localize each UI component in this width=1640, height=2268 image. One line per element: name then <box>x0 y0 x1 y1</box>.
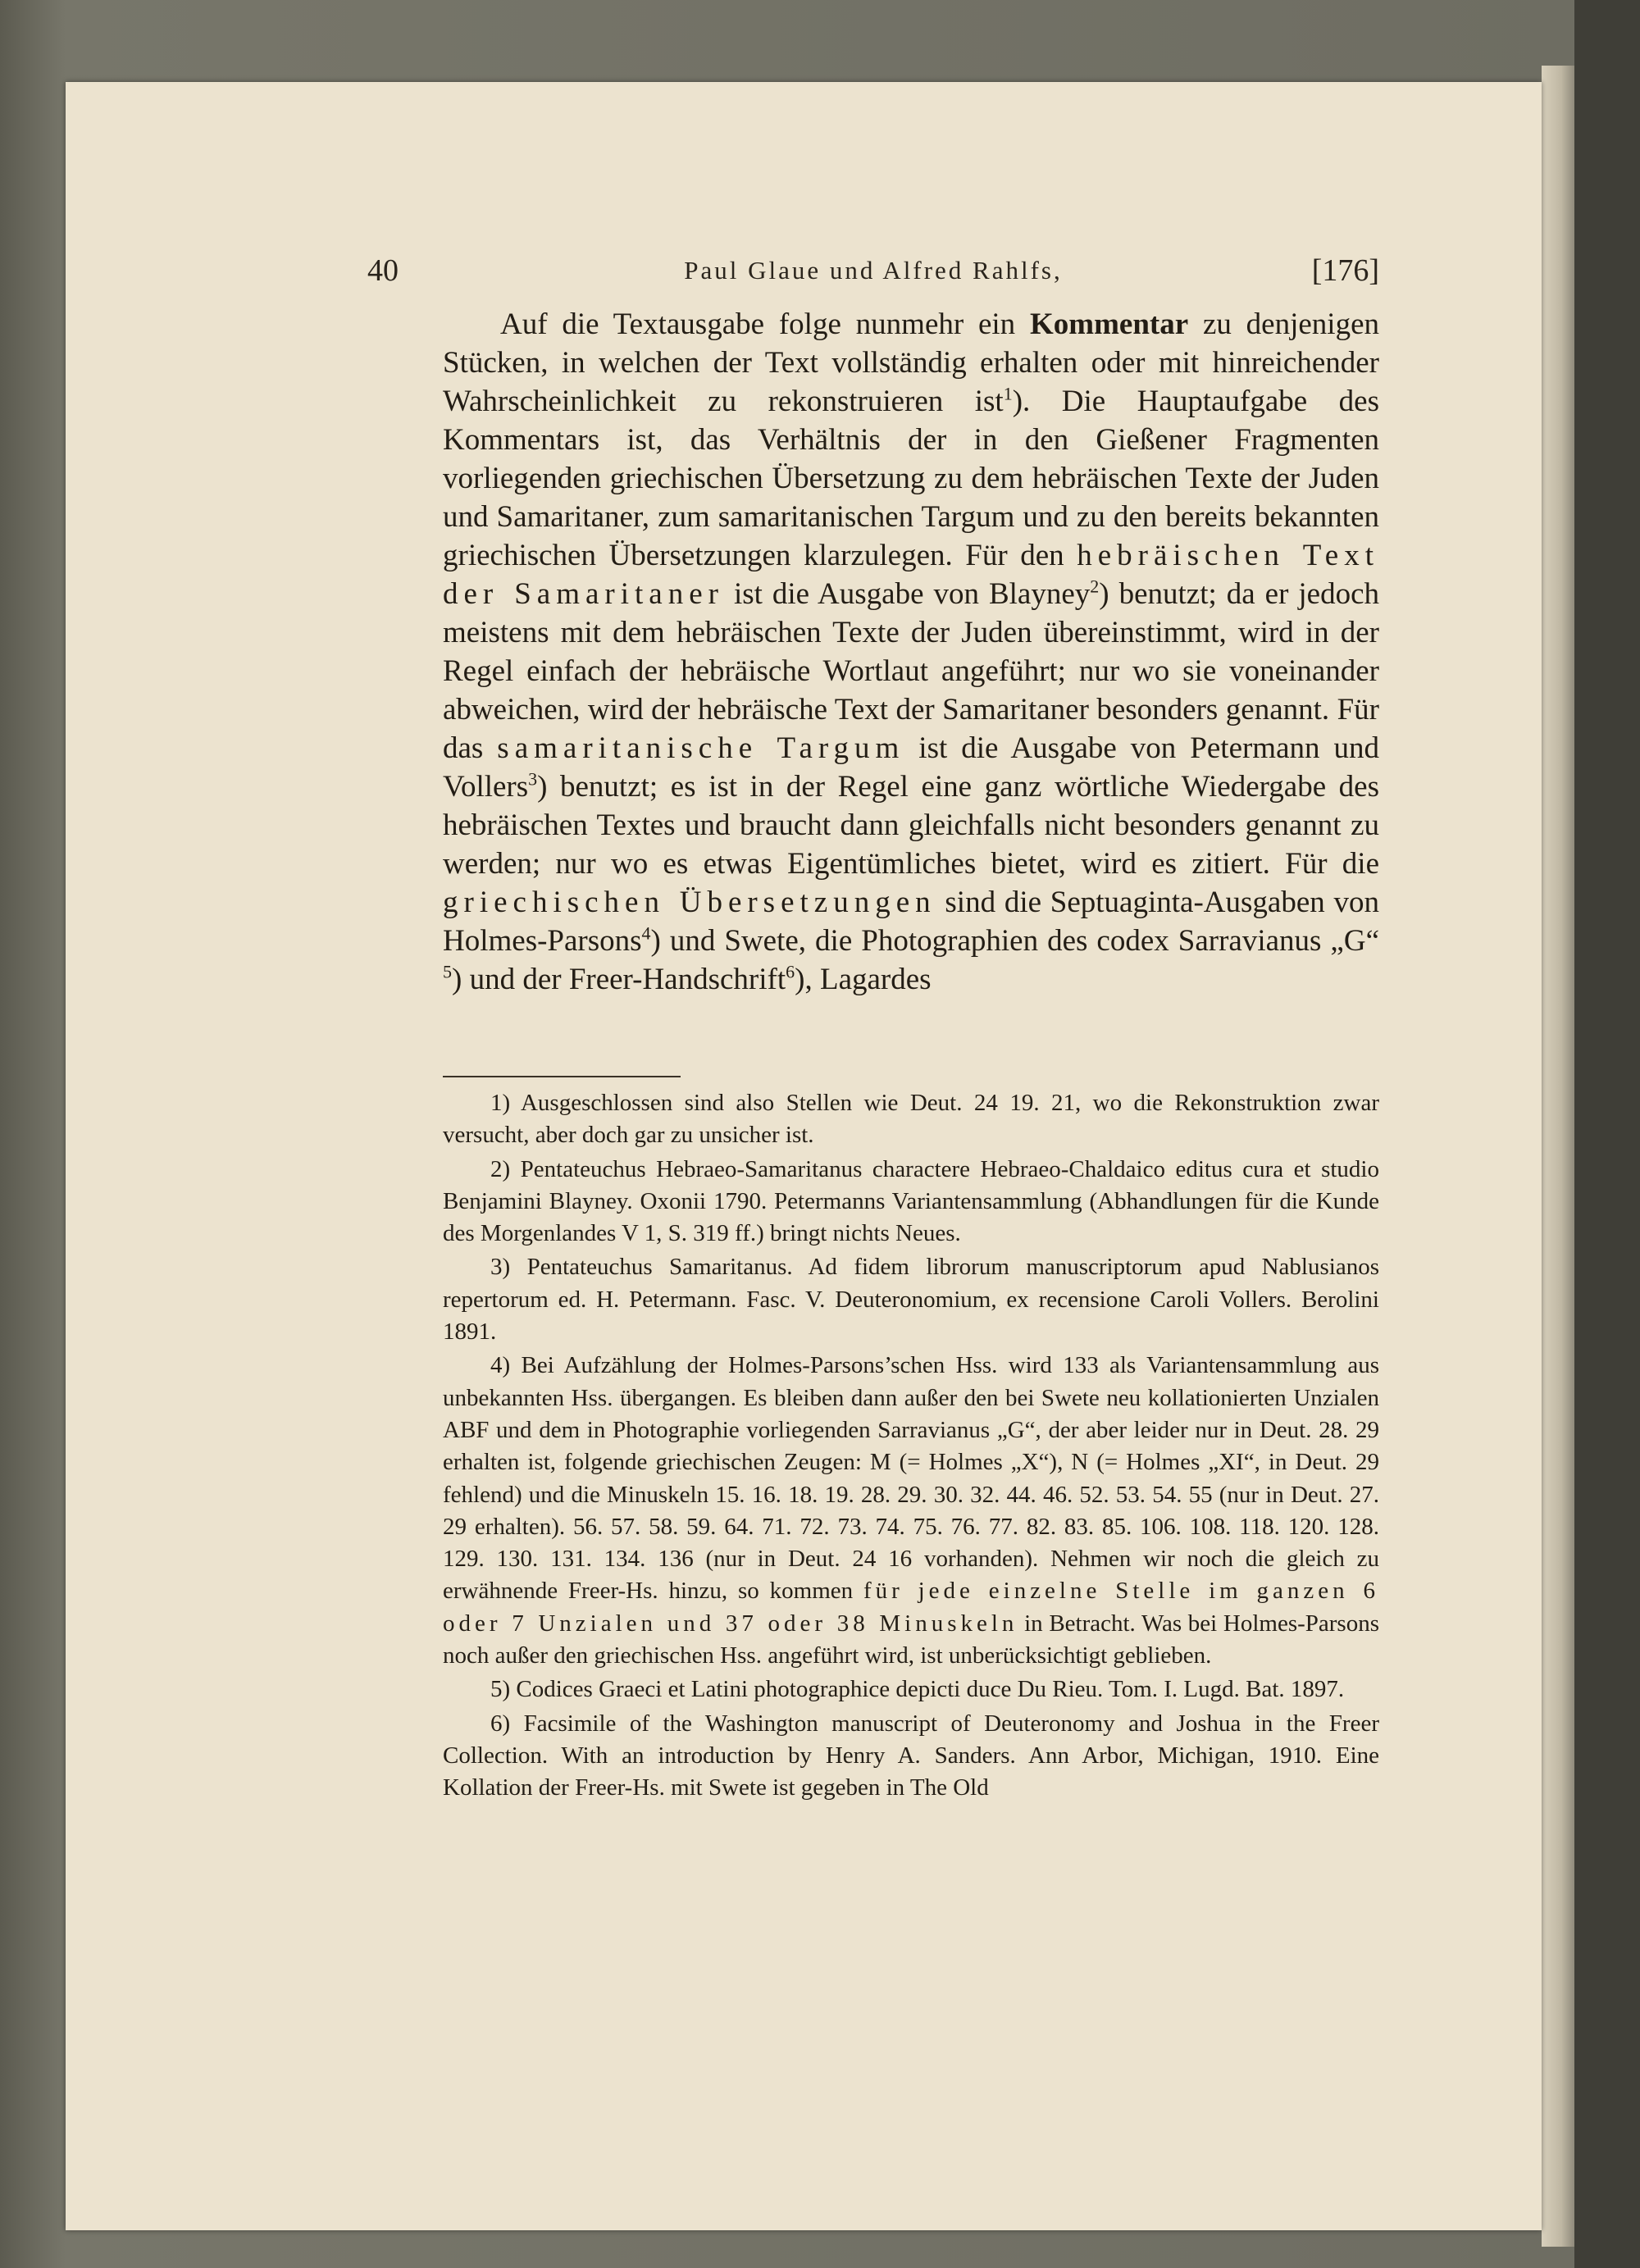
text-run: ) und Swete, die Photographien des codex Sarravianus „G“ <box>650 924 1379 958</box>
footnote-ref-3[interactable]: 3 <box>528 768 538 790</box>
footnote-4 <box>443 1350 1379 1672</box>
footnote-4-text-end: in Betracht. Was bei Holmes-Parsons noch außer den griechischen Hss. angeführt wird, ist unberücksichtigt geblieben. <box>443 1610 1379 1669</box>
footnote-6: 6) Facsimile of the Washington manuscript of Deuteronomy and Joshua in the Freer Collection. With an introduction by Henry A. Sanders. Ann Arbor, Michigan, 1910. Eine Kollation der Freer-Hs. mit Swete ist gegeben in The Old <box>443 1710 1379 1801</box>
spaced-emphasis: hebräischen Text der Samaritaner <box>443 539 1379 611</box>
footnote-3: 3) Pentateuchus Samaritanus. Ad fidem librorum manuscriptorum apud Nablusianos repertorum ed. H. Petermann. Fasc. V. Deuteronomium, ex recensione Caroli Vollers. Berolini 1891. <box>443 1254 1379 1346</box>
text-run: Auf die Textausgabe folge nunmehr ein <box>500 307 1030 341</box>
kommentar-bold: Kommentar <box>1029 307 1189 341</box>
text-run: ) benutzt; es ist in der Regel eine ganz wörtliche Wiedergabe des hebräischen Textes und braucht dann gleichfalls nicht besonders genannt zu werden; nur wo es etwas Eigentümliches bietet, wird es zitiert. Für die <box>443 770 1379 881</box>
footnote-ref-6[interactable]: 6 <box>786 961 795 982</box>
footnote-ref-1[interactable]: 1 <box>1003 383 1013 404</box>
footnote-5: 5) Codices Graeci et Latini photographice depicti duce Du Rieu. Tom. I. Lugd. Bat. 1897. <box>490 1676 1345 1703</box>
running-title: Paul Glaue und Alfred Rahlfs, <box>684 256 1063 285</box>
page-header <box>367 253 1379 294</box>
text-run: ), Lagardes <box>795 963 932 996</box>
footnotes <box>443 1087 1379 1806</box>
text-run: sind die Septuaginta-Ausgaben von Holmes-Parsons <box>443 886 1379 958</box>
page-edge <box>1542 66 1574 2247</box>
binding-strip <box>1574 0 1640 2268</box>
text-run: ist die Ausgabe von Blayney <box>723 577 1091 611</box>
text-run: zu denjenigen Stücken, in welchen der Text vollständig erhalten oder mit hinreichender Wahrscheinlichkeit zu rekonstruieren ist <box>443 307 1379 418</box>
text-run: ). Die Hauptaufgabe des Kommentars ist, das Verhältnis der in den Gießener Fragmenten vorliegenden griechischen Übersetzung zu dem hebräischen Texte der Juden und Samaritaner, zum samaritanischen Targum und zu den bereits bekannten griechischen Übersetzungen klarzulegen. Für den <box>443 385 1379 572</box>
footnote-2: 2) Pentateuchus Hebraeo-Samaritanus charactere Hebraeo-Chaldaico editus cura et studio Benjamini Blayney. Oxonii 1790. Petermanns Variantensammlung (Abhandlungen für die Kunde des Morgenlandes V 1, S. 319 ff.) bringt nichts Neues. <box>443 1155 1379 1247</box>
footnote-ref-5[interactable]: 5 <box>443 961 452 982</box>
spaced-emphasis: samaritanische Targum <box>497 731 905 765</box>
footnote-1: 1) Ausgeschlossen sind also Stellen wie Deut. 24 19. 21, wo die Rekonstruktion zwar versucht, aber doch gar zu unsicher ist. <box>443 1090 1379 1149</box>
page-number: 40 <box>367 253 399 288</box>
footnote-4-text: 4) Bei Aufzählung der Holmes-Parsons’schen Hss. wird 133 als Variantensammlung aus unbekannten Hss. übergangen. Es bleiben dann außer den bei Swete neu kollationierten Unzialen ABF und dem in Photographie vorliegenden Sarravianus „G“, der aber leider nur in Deut. 28. 29 erhalten ist, folgende griechischen Zeugen: M (= Holmes „X“), N (= Holmes „XI“, in Deut. 29 fehlend) und die Minuskeln 15. 16. 18. 19. 28. 29. 30. 32. 44. 46. 52. 53. 54. 55 (nur in Deut. 27. 29 erhalten). 56. 57. 58. 59. 64. 71. 72. 73. 74. 75. 76. 77. 82. 83. 85. 106. 108. 118. 120. 128. 129. 130. 131. 134. 136 (nur in Deut. 24 16 vorhanden). Nehmen wir noch die gleich zu erwähnende Freer-Hs. hinzu, so kommen <box>443 1352 1379 1605</box>
footnote-ref-2[interactable]: 2 <box>1090 576 1100 597</box>
text-run: ) benutzt; da er jedoch meistens mit dem hebräischen Texte der Juden übereinstimmt, wird in der Regel einfach der hebräische Wortlaut angeführt; nur wo sie voneinander abweichen, wird der hebräische Text der Samaritaner besonders genannt. Für das <box>443 577 1380 765</box>
main-text <box>443 305 1379 999</box>
text-run: ist die Ausgabe von Petermann und Vollers <box>443 731 1379 804</box>
footnote-rule <box>443 1076 681 1077</box>
spaced-emphasis: griechischen Übersetzungen <box>443 886 936 919</box>
text-run: ) und der Freer-Handschrift <box>452 963 786 996</box>
bracket-page-number: [176] <box>1311 253 1379 288</box>
footnote-ref-4[interactable]: 4 <box>641 922 651 944</box>
footnote-4-spaced: für jede einzelne Stelle im ganzen 6 oder 7 Unzialen und 37 oder 38 Minuskeln <box>443 1578 1379 1637</box>
main-paragraph <box>443 305 1379 999</box>
